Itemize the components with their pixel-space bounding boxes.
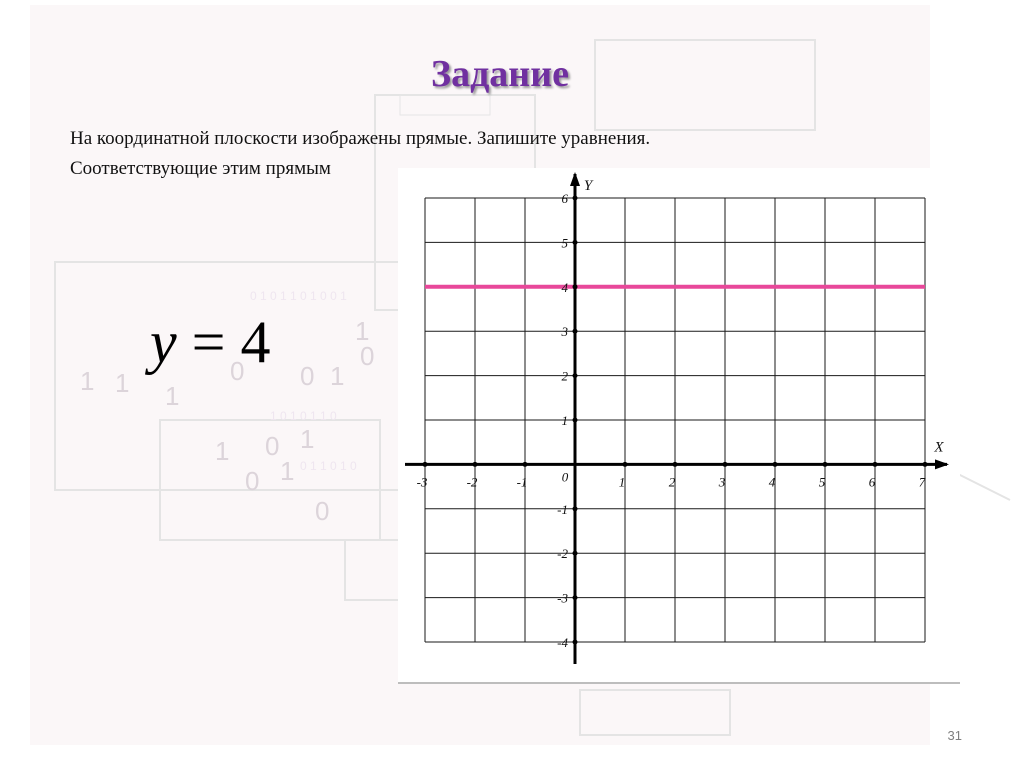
task-text-line-1: На координатной плоскости изображены прямые. Запишите уравнения. <box>70 128 651 149</box>
svg-text:0 1 0 1 1 0 1 0 0 1: 0 1 0 1 1 0 1 0 0 1 <box>250 289 347 303</box>
x-tick-mark <box>523 462 528 467</box>
svg-text:1: 1 <box>280 456 295 486</box>
y-tick-label: 5 <box>561 235 568 251</box>
svg-text:0: 0 <box>265 431 280 461</box>
svg-text:1: 1 <box>330 361 345 391</box>
y-tick-mark <box>573 196 578 201</box>
y-tick-mark <box>573 329 578 334</box>
svg-text:0: 0 <box>245 466 260 496</box>
x-tick-mark <box>623 462 628 467</box>
x-tick-label: 1 <box>618 474 626 490</box>
x-tick-label: 4 <box>768 474 776 490</box>
svg-text:0: 0 <box>300 361 315 391</box>
x-tick-label: -1 <box>516 474 528 490</box>
svg-text:1: 1 <box>355 316 370 346</box>
svg-text:1: 1 <box>300 424 315 454</box>
x-tick-mark <box>473 462 478 467</box>
x-tick-label: -3 <box>416 474 428 490</box>
svg-text:0: 0 <box>315 496 330 526</box>
y-tick-mark <box>573 418 578 423</box>
x-tick-label: 7 <box>918 474 926 490</box>
y-tick-label: -2 <box>557 546 568 562</box>
x-tick-mark <box>923 462 928 467</box>
svg-text:1: 1 <box>215 436 230 466</box>
y-tick-mark <box>573 240 578 245</box>
y-tick-mark <box>573 595 578 600</box>
x-tick-label: -2 <box>466 474 478 490</box>
answer-equation <box>150 308 270 377</box>
coordinate-plane <box>398 168 960 682</box>
y-tick-mark <box>573 373 578 378</box>
coordinate-plane-panel <box>398 168 960 682</box>
y-tick-label: 2 <box>561 368 568 384</box>
y-tick-mark <box>573 506 578 511</box>
y-tick-label: -1 <box>557 501 568 517</box>
y-axis-label: Y <box>583 178 593 194</box>
x-tick-label: 6 <box>868 474 876 490</box>
svg-text:1: 1 <box>80 366 95 396</box>
y-tick-mark <box>573 640 578 645</box>
x-tick-label: 3 <box>718 474 726 490</box>
y-tick-mark <box>573 284 578 289</box>
x-tick-mark <box>773 462 778 467</box>
task-text-line-2: Соответствующие этим прямым <box>70 158 331 179</box>
x-axis-arrow <box>935 459 949 469</box>
svg-text:1 0 1 0 1 1 0: 1 0 1 0 1 1 0 <box>270 409 337 423</box>
x-tick-label: 5 <box>818 474 826 490</box>
y-tick-mark <box>573 551 578 556</box>
equation-value: 4 <box>240 309 271 375</box>
svg-text:0: 0 <box>230 356 245 386</box>
y-tick-label: 1 <box>561 413 568 428</box>
y-tick-label: 3 <box>561 324 568 340</box>
origin-label: 0 <box>561 469 569 485</box>
x-axis-label: X <box>934 439 944 456</box>
y-tick-label: -4 <box>557 635 568 650</box>
y-tick-label: -3 <box>557 590 568 606</box>
svg-text:0 1 1 0 1 0: 0 1 1 0 1 0 <box>300 459 357 473</box>
y-tick-label: 6 <box>561 191 568 206</box>
equation-operator: = <box>191 309 226 375</box>
y-tick-label: 4 <box>561 279 568 295</box>
slide-number: 31 <box>947 728 962 743</box>
x-tick-mark <box>673 462 678 467</box>
x-tick-mark <box>723 462 728 467</box>
svg-text:0: 0 <box>360 341 375 371</box>
x-tick-mark <box>873 462 878 467</box>
svg-text:1: 1 <box>165 381 180 411</box>
x-tick-mark <box>423 462 428 467</box>
slide-title: Задание <box>431 53 569 95</box>
x-tick-label: 2 <box>668 474 676 490</box>
x-tick-mark <box>823 462 828 467</box>
equation-variable: y <box>150 309 177 375</box>
svg-text:1: 1 <box>115 368 130 398</box>
y-axis-arrow <box>570 172 580 186</box>
